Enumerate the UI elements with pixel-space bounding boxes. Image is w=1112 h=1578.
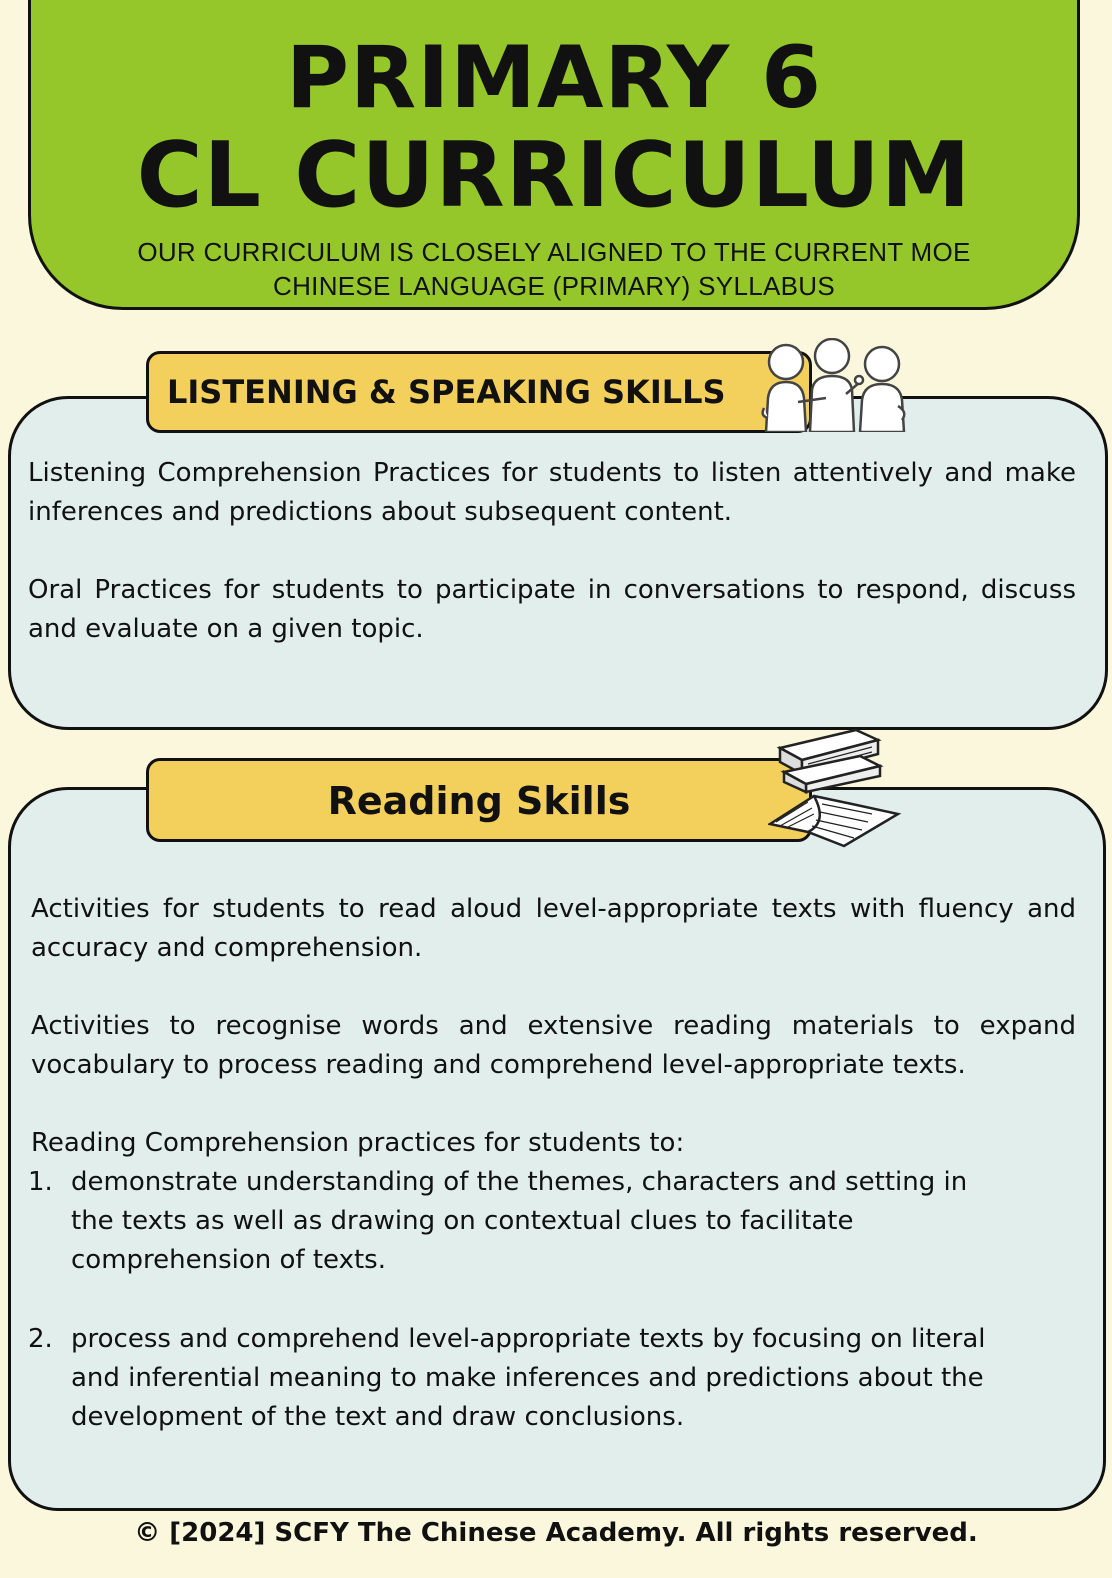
list-item-number: 1.	[28, 1167, 53, 1197]
students-icon	[758, 338, 916, 432]
page-title	[31, 28, 1077, 228]
reading-paragraph-3: Reading Comprehension practices for students to:	[31, 1128, 685, 1158]
reading-paragraph-2: Activities to recognise words and extensive reading materials to expand vocabulary to process reading and comprehend level-appropriate texts.	[31, 1011, 1076, 1080]
subtitle-line-1: OUR CURRICULUM IS CLOSELY ALIGNED TO THE CURRENT MOE	[137, 237, 971, 267]
subtitle-line-2: CHINESE LANGUAGE (PRIMARY) SYLLABUS	[273, 271, 835, 301]
listening-panel	[8, 396, 1108, 730]
copyright-footer: © [2024] SCFY The Chinese Academy. All rights reserved.	[134, 1518, 978, 1548]
header-banner	[28, 0, 1080, 310]
listening-paragraph-1: Listening Comprehension Practices for students to listen attentively and make inferences and predictions about subsequent content.	[28, 458, 1076, 527]
list-item-number: 2.	[28, 1324, 53, 1354]
subtitle	[31, 235, 1077, 303]
list-item-text: process and comprehend level-appropriate texts by focusing on literal and inferential meaning to make inferences and predictions about the development of the text and draw conclusions.	[71, 1324, 986, 1432]
reading-heading: Reading Skills	[146, 758, 812, 842]
listening-paragraph-2: Oral Practices for students to participate in conversations to respond, discuss and evaluate on a given topic.	[28, 575, 1076, 644]
list-item	[28, 1163, 1008, 1280]
books-icon	[768, 728, 904, 856]
title-line-1: PRIMARY 6	[286, 28, 822, 128]
reading-paragraph-1: Activities for students to read aloud level-appropriate texts with fluency and accuracy and comprehension.	[31, 894, 1076, 963]
listening-heading: LISTENING & SPEAKING SKILLS	[146, 351, 812, 433]
title-line-2: CL CURRICULUM	[136, 123, 972, 228]
list-item-text: demonstrate understanding of the themes, characters and setting in the texts as well as drawing on contextual clues to facilitate comprehension of texts.	[71, 1167, 968, 1275]
list-item	[28, 1320, 1008, 1437]
